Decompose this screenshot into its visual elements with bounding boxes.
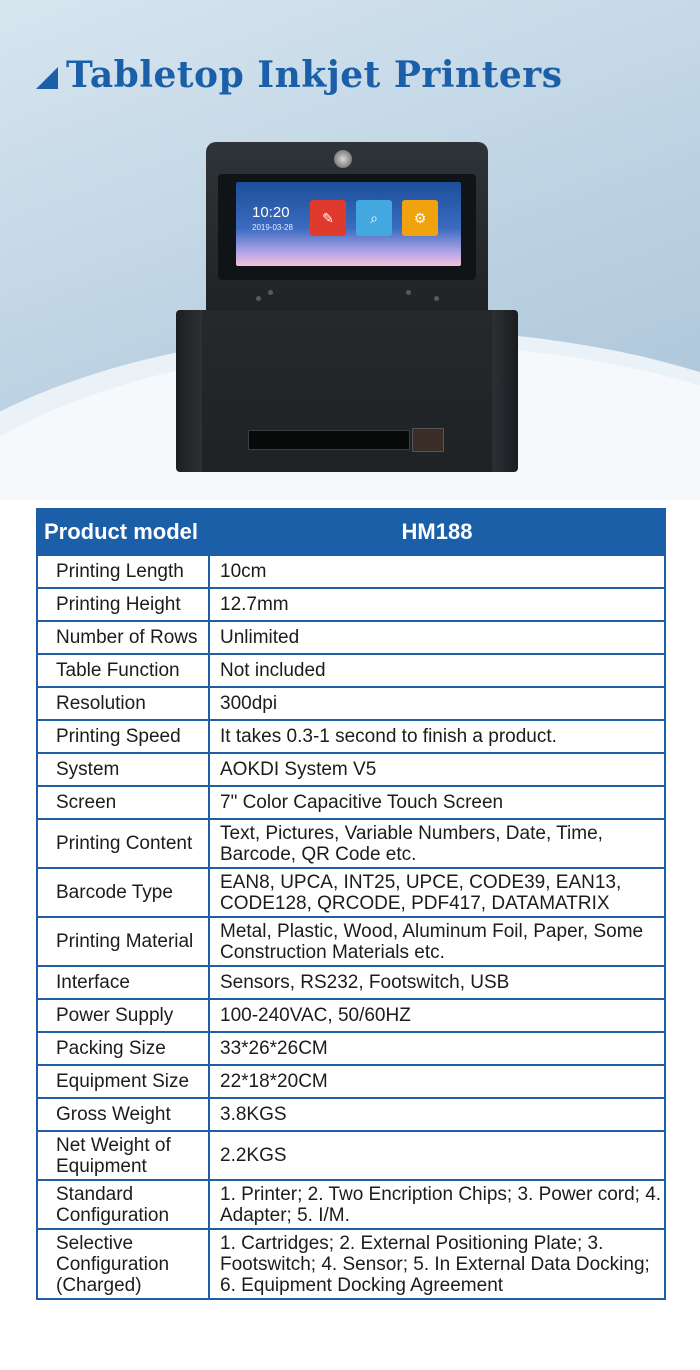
table-row xyxy=(37,687,665,720)
row-value: 100-240VAC, 50/60HZ xyxy=(209,999,665,1032)
row-value: EAN8, UPCA, INT25, UPCE, CODE39, EAN13, CODE128, QRCODE, PDF417, DATAMATRIX xyxy=(209,868,665,917)
table-row xyxy=(37,1098,665,1131)
row-label: System xyxy=(37,753,209,786)
row-label: Printing Material xyxy=(37,917,209,966)
hero-banner xyxy=(0,0,700,500)
row-label: Gross Weight xyxy=(37,1098,209,1131)
file-search-icon: ⌕ xyxy=(356,200,392,236)
row-value: 33*26*26CM xyxy=(209,1032,665,1065)
row-value: 1. Cartridges; 2. External Positioning Plate; 3. Footswitch; 4. Sensor; 5. In External Data Docking; 6. Equipment Docking Agreement xyxy=(209,1229,665,1299)
row-value: Sensors, RS232, Footswitch, USB xyxy=(209,966,665,999)
row-value: 3.8KGS xyxy=(209,1098,665,1131)
title-triangle-icon xyxy=(36,67,58,89)
spec-table xyxy=(36,508,666,1300)
row-label: Table Function xyxy=(37,654,209,687)
row-value: 1. Printer; 2. Two Encription Chips; 3. Power cord; 4. Adapter; 5. I/M. xyxy=(209,1180,665,1229)
row-label: Printing Content xyxy=(37,819,209,868)
power-button-icon xyxy=(334,150,352,168)
table-row xyxy=(37,654,665,687)
settings-gear-icon: ⚙ xyxy=(402,200,438,236)
row-label: Printing Speed xyxy=(37,720,209,753)
row-label: Printing Length xyxy=(37,555,209,588)
table-row xyxy=(37,1032,665,1065)
header-model: HM188 xyxy=(209,509,665,555)
screw-icon xyxy=(268,290,273,295)
screw-icon xyxy=(434,296,439,301)
row-label: Interface xyxy=(37,966,209,999)
row-label: Number of Rows xyxy=(37,621,209,654)
screw-icon xyxy=(256,296,261,301)
table-row xyxy=(37,555,665,588)
row-value: Not included xyxy=(209,654,665,687)
row-value: 7" Color Capacitive Touch Screen xyxy=(209,786,665,819)
row-value: Unlimited xyxy=(209,621,665,654)
table-row xyxy=(37,1180,665,1229)
table-row xyxy=(37,819,665,868)
row-label: Equipment Size xyxy=(37,1065,209,1098)
row-label: Standard Configuration xyxy=(37,1180,209,1229)
table-row xyxy=(37,917,665,966)
header-label: Product model xyxy=(37,509,209,555)
row-value: 300dpi xyxy=(209,687,665,720)
table-row xyxy=(37,621,665,654)
row-label: Net Weight of Equipment xyxy=(37,1131,209,1180)
screw-icon xyxy=(406,290,411,295)
row-value: AOKDI System V5 xyxy=(209,753,665,786)
table-row xyxy=(37,588,665,621)
table-row xyxy=(37,786,665,819)
printer-body xyxy=(176,310,518,472)
row-label: Resolution xyxy=(37,687,209,720)
edit-file-icon: ✎ xyxy=(310,200,346,236)
row-label: Power Supply xyxy=(37,999,209,1032)
row-value: 2.2KGS xyxy=(209,1131,665,1180)
screen-time: 10:20 xyxy=(252,204,290,221)
row-value: Metal, Plastic, Wood, Aluminum Foil, Paper, Some Construction Materials etc. xyxy=(209,917,665,966)
page-title xyxy=(36,50,562,100)
table-row xyxy=(37,720,665,753)
row-label: Barcode Type xyxy=(37,868,209,917)
row-label: Packing Size xyxy=(37,1032,209,1065)
table-row xyxy=(37,868,665,917)
row-value: 12.7mm xyxy=(209,588,665,621)
row-value: 10cm xyxy=(209,555,665,588)
table-row xyxy=(37,1229,665,1299)
row-label: Selective Configuration (Charged) xyxy=(37,1229,209,1299)
print-head-slot xyxy=(248,430,410,450)
table-row xyxy=(37,966,665,999)
printer-touch-screen xyxy=(236,182,461,266)
row-value: 22*18*20CM xyxy=(209,1065,665,1098)
row-value: It takes 0.3-1 second to finish a product. xyxy=(209,720,665,753)
row-value: Text, Pictures, Variable Numbers, Date, Time, Barcode, QR Code etc. xyxy=(209,819,665,868)
table-row xyxy=(37,1065,665,1098)
row-label: Screen xyxy=(37,786,209,819)
table-row xyxy=(37,999,665,1032)
table-row xyxy=(37,1131,665,1180)
table-row xyxy=(37,753,665,786)
printer-image xyxy=(176,142,518,472)
cartridge-cap xyxy=(412,428,444,452)
screen-date: 2019-03-28 xyxy=(252,223,293,232)
table-header-row xyxy=(37,509,665,555)
page-title-text: Tabletop Inkjet Printers xyxy=(66,54,563,96)
row-label: Printing Height xyxy=(37,588,209,621)
